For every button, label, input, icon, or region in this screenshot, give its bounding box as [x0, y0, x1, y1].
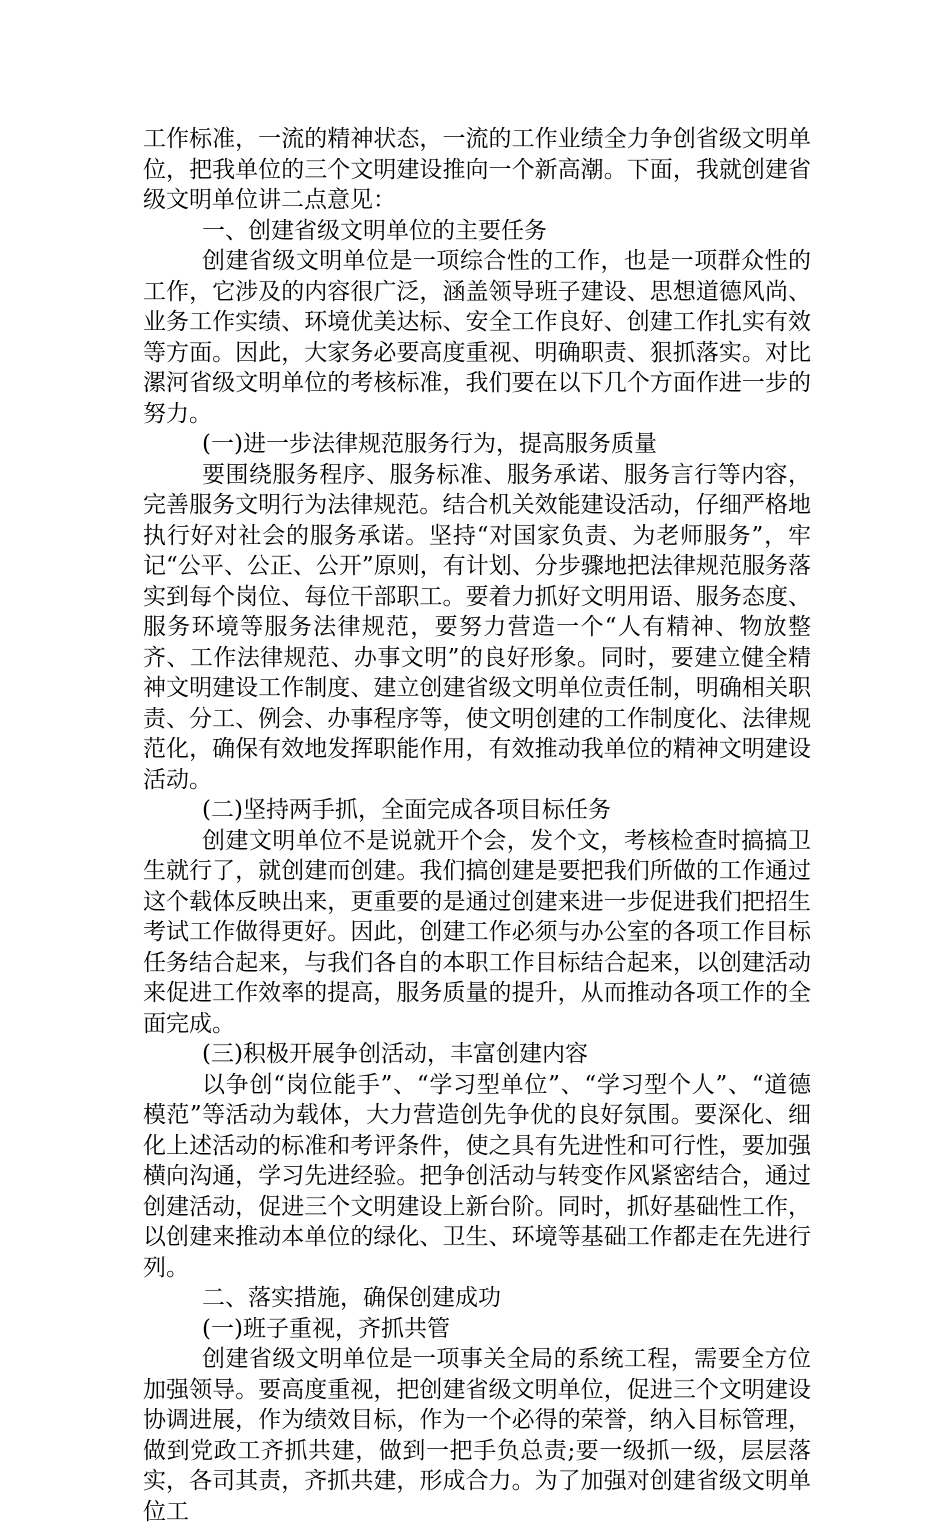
subheading-competition-activities: (三)积极开展争创活动，丰富创建内容	[202, 1041, 588, 1067]
document-body	[143, 124, 811, 1527]
section-heading-measures: 二、落实措施，确保创建成功	[202, 1285, 501, 1311]
section-heading-main-tasks: 一、创建省级文明单位的主要任务	[202, 217, 547, 244]
subheading-leadership: (一)班子重视，齐抓共管	[202, 1315, 450, 1342]
paragraph-competition-activities: 以争创“岗位能手”、“学习型单位”、“学习型个人”、“道德模范”等活动为载体，大力营造创先争优的良好氛围。要深化、细化上述活动的标准和考评条件，使之具有先进性和可行性，要加强横向沟通，学习先进经验。把争创活动与转变作风紧密结合，通过创建活动，促进三个文明建设上新台阶。同时，抓好基础性工作，以创建来推动本单位的绿化、卫生、环境等基础工作都走在先进行列。	[143, 1071, 811, 1281]
subheading-service-behavior: (一)进一步法律规范服务行为，提高服务质量	[202, 431, 657, 457]
paragraph-two-hands: 创建文明单位不是说就开个会，发个文，考核检查时搞搞卫生就行了，就创建而创建。我们搞创建是要把我们所做的工作通过这个载体反映出来，更重要的是通过创建来进一步促进我们把招生考试工作做得更好。因此，创建工作必须与办公室的各项工作目标任务结合起来，与我们各自的本职工作目标结合起来，以创建活动来促进工作效率的提高，服务质量的提升，从而推动各项工作的全面完成。	[143, 827, 811, 1037]
paragraph-main-tasks: 创建省级文明单位是一项综合性的工作，也是一项群众性的工作，它涉及的内容很广泛，涵盖领导班子建设、思想道德风尚、业务工作实绩、环境优美达标、安全工作良好、创建工作扎实有效等方面。因此，大家务必要高度重视、明确职责、狠抓落实。对比漯河省级文明单位的考核标准，我们要在以下几个方面作进一步的努力。	[143, 248, 811, 427]
subheading-two-hands: (二)坚持两手抓，全面完成各项目标任务	[202, 797, 611, 823]
paragraph-service-behavior: 要围绕服务程序、服务标准、服务承诺、服务言行等内容，完善服务文明行为法律规范。结合机关效能建设活动，仔细严格地执行好对社会的服务承诺。坚持“对国家负责、为老师服务”，牢记“公平、公正、公开”原则，有计划、分步骤地把法律规范服务落实到每个岗位、每位干部职工。要着力抓好文明用语、服务态度、服务环境等服务法律规范，要努力营造一个“人有精神、物放整齐、工作法律规范、办事文明”的良好形象。同时，要建立健全精神文明建设工作制度、建立创建省级文明单位责任制，明确相关职责、分工、例会、办事程序等，使文明创建的工作制度化、法律规范化，确保有效地发挥职能作用，有效推动我单位的精神文明建设活动。	[143, 461, 811, 793]
paragraph-leadership: 创建省级文明单位是一项事关全局的系统工程，需要全方位加强领导。要高度重视，把创建省级文明单位，促进三个文明建设协调进展，作为绩效目标，作为一个必得的荣誉，纳入目标管理，做到党政工齐抓共建，做到一把手负总责;要一级抓一级，层层落实，各司其责，齐抓共建，形成合力。为了加强对创建省级文明单位工	[143, 1346, 811, 1525]
paragraph-intro: 工作标准，一流的精神状态，一流的工作业绩全力争创省级文明单位，把我单位的三个文明建设推向一个新高潮。下面，我就创建省级文明单位讲二点意见：	[143, 126, 811, 213]
